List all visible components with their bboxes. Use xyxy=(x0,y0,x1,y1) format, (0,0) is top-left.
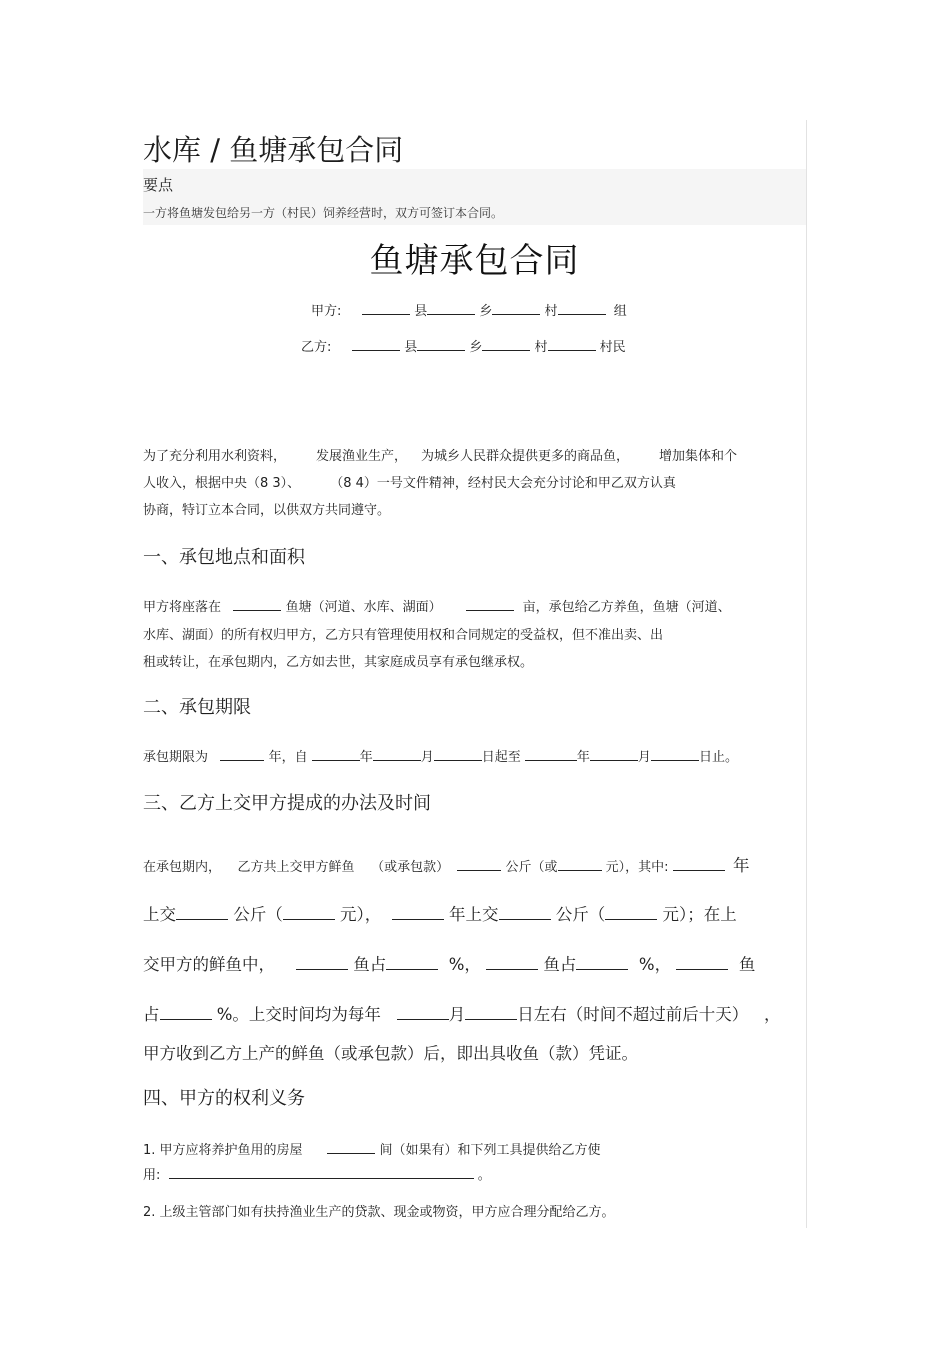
s3-line-3 xyxy=(143,951,755,975)
party-b-label: 乙方: xyxy=(301,340,332,355)
township-label: 乡 xyxy=(479,304,493,319)
text: 人收入，根据中央（8 3）、 xyxy=(143,476,301,491)
blank xyxy=(176,906,228,920)
intro-line-1 xyxy=(143,445,737,464)
section-2-heading: 二、承包期限 xyxy=(143,697,251,718)
text: %， xyxy=(638,955,672,974)
blank xyxy=(466,597,514,611)
s4-item-2: 2. 上级主管部门如有扶持渔业生产的贷款、现金或物资，甲方应合理分配给乙方。 xyxy=(143,1205,615,1220)
text: 元）；在上 xyxy=(662,905,737,924)
blank xyxy=(362,301,410,315)
blank xyxy=(482,337,530,351)
blank xyxy=(327,1140,375,1154)
text: 上交 xyxy=(143,905,176,924)
text: 鱼占 xyxy=(353,955,387,974)
blank xyxy=(296,956,348,970)
text: 年，自 xyxy=(268,750,308,765)
text: 公斤（ xyxy=(233,905,283,924)
blank xyxy=(160,1006,212,1020)
text: 占 xyxy=(143,1005,160,1024)
text: 年 xyxy=(359,750,373,765)
text: 用: xyxy=(143,1168,161,1183)
blank xyxy=(417,337,465,351)
intro-line-3: 协商，特订立本合同，以供双方共同遵守。 xyxy=(143,503,391,518)
s4-item-1-line-2 xyxy=(143,1164,491,1183)
county-label: 县 xyxy=(414,304,428,319)
summary-box xyxy=(143,169,806,225)
text: 间（如果有）和下列工具提供给乙方使 xyxy=(379,1143,601,1158)
blank xyxy=(427,301,475,315)
text: 元），其中: xyxy=(605,860,669,875)
s3-line-1 xyxy=(143,852,749,876)
blank xyxy=(283,906,335,920)
text: 月 xyxy=(420,750,434,765)
blank xyxy=(220,747,264,761)
blank xyxy=(486,956,538,970)
blank xyxy=(465,1006,517,1020)
text: 乙方共上交甲方鲜鱼 xyxy=(237,860,355,875)
s4-item-1-line-1 xyxy=(143,1139,601,1158)
text: 月 xyxy=(637,750,651,765)
text: 在承包期内， xyxy=(143,860,222,875)
summary-text: 一方将鱼塘发包给另一方（村民）饲养经营时，双方可签订本合同。 xyxy=(143,206,504,220)
text: %， xyxy=(448,955,481,974)
text: （8 4）一号文件精神，经村民大会充分讨论和甲乙双方认真 xyxy=(330,476,676,491)
s3-line-4 xyxy=(143,1001,780,1025)
blank xyxy=(434,747,482,761)
blank xyxy=(392,906,444,920)
blank xyxy=(233,597,281,611)
blank xyxy=(169,1165,474,1179)
blank xyxy=(558,857,602,871)
text: ， xyxy=(763,1005,781,1024)
s1-line-2: 水库、湖面）的所有权归甲方，乙方只有管理使用权和合同规定的受益权，但不准出卖、出 xyxy=(143,628,664,643)
text: 亩，承包给乙方养鱼，鱼塘（河道、 xyxy=(522,600,731,615)
party-b-line xyxy=(301,336,626,355)
document-page xyxy=(143,120,807,1228)
blank xyxy=(499,906,551,920)
text: 年 xyxy=(732,856,750,875)
village-label: 村 xyxy=(534,340,548,355)
text: 发展渔业生产， xyxy=(316,449,408,464)
section-4-heading: 四、甲方的权利义务 xyxy=(143,1088,305,1109)
document-title: 水库 / 鱼塘承包合同 xyxy=(143,133,404,167)
text: 鱼塘（河道、水库、湖面） xyxy=(285,600,442,615)
group-label: 组 xyxy=(613,304,627,319)
section-1-heading: 一、承包地点和面积 xyxy=(143,547,305,568)
s1-line-3: 租或转让，在承包期内，乙方如去世，其家庭成员享有承包继承权。 xyxy=(143,655,534,670)
blank xyxy=(492,301,540,315)
text: 年上交 xyxy=(449,905,499,924)
township-label: 乡 xyxy=(469,340,483,355)
text: 为城乡人民群众提供更多的商品鱼， xyxy=(421,449,630,464)
section-3-heading: 三、乙方上交甲方提成的办法及时间 xyxy=(143,793,431,814)
blank xyxy=(548,337,596,351)
text: %。上交时间均为每年 xyxy=(216,1005,381,1024)
party-a-label: 甲方: xyxy=(311,304,342,319)
text: 日止。 xyxy=(698,750,738,765)
text: 增加集体和个 xyxy=(659,449,738,464)
text: 甲方将座落在 xyxy=(143,600,222,615)
text: 。 xyxy=(477,1168,491,1183)
text: 日左右（时间不超过前后十天） xyxy=(517,1005,749,1024)
text: 月 xyxy=(448,1005,466,1024)
blank xyxy=(525,747,577,761)
blank xyxy=(590,747,638,761)
s1-line-1 xyxy=(143,596,731,615)
text: 承包期限为 xyxy=(143,750,209,765)
county-label: 县 xyxy=(404,340,418,355)
text: 元）， xyxy=(340,905,382,924)
blank xyxy=(673,857,725,871)
blank xyxy=(457,857,501,871)
text: 鱼占 xyxy=(543,955,577,974)
s3-line-5: 甲方收到乙方上产的鲜鱼（或承包款）后，即出具收鱼（款）凭证。 xyxy=(143,1044,638,1063)
villager-label: 村民 xyxy=(599,340,626,355)
text: 鱼 xyxy=(738,955,756,974)
s2-line xyxy=(143,746,738,765)
text: （或承包款） xyxy=(371,860,450,875)
blank xyxy=(373,747,421,761)
text: 公斤（或 xyxy=(505,860,558,875)
text: 为了充分利用水利资料， xyxy=(143,449,287,464)
blank xyxy=(397,1006,449,1020)
s3-line-2-text xyxy=(143,901,737,925)
party-a-line xyxy=(311,300,627,319)
blank xyxy=(312,747,360,761)
blank xyxy=(651,747,699,761)
village-label: 村 xyxy=(544,304,558,319)
blank xyxy=(676,956,728,970)
text: 年 xyxy=(576,750,590,765)
summary-heading: 要点 xyxy=(143,176,174,194)
text: 公斤（ xyxy=(555,905,606,924)
text: 交甲方的鲜鱼中， xyxy=(143,955,275,974)
blank xyxy=(352,337,400,351)
text: 1. 甲方应将养护鱼用的房屋 xyxy=(143,1143,303,1158)
intro-line-2 xyxy=(143,472,676,491)
blank xyxy=(386,956,438,970)
blank xyxy=(605,906,657,920)
text: 日起至 xyxy=(481,750,521,765)
contract-title: 鱼塘承包合同 xyxy=(369,241,580,281)
blank xyxy=(576,956,628,970)
blank xyxy=(558,301,606,315)
